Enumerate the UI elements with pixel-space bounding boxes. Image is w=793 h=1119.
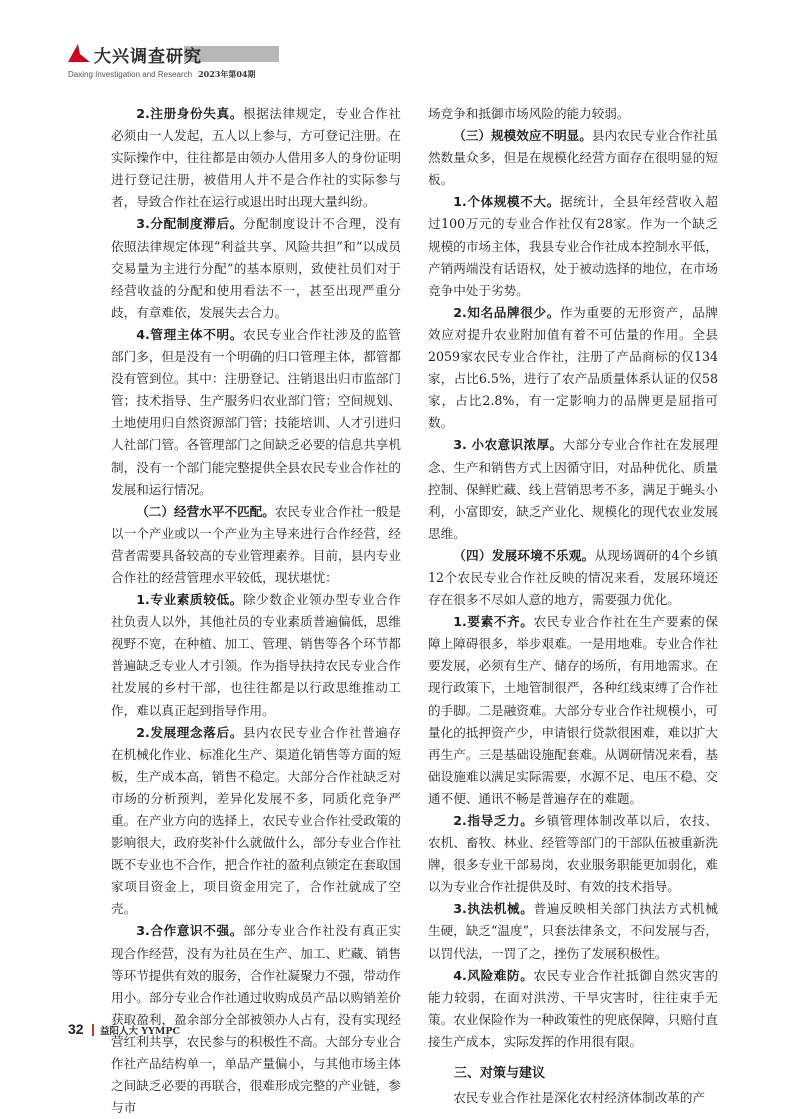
page-header: [68, 42, 368, 82]
paragraph-lead: （四）发展环境不乐观。: [453, 547, 595, 563]
paragraph: [428, 103, 718, 125]
section-intro-paragraph: 农民专业合作社是深化农村经济体制改革的产: [453, 1090, 706, 1106]
paragraph-body: 普遍反映相关部门执法方式机械生硬，缺乏“温度”，只套法律条文，不问发展与否，以罚代法，一罚了之，挫伤了发展积极性。: [428, 901, 718, 961]
right-column: [428, 103, 718, 1109]
journal-title: 大兴调查研究: [94, 47, 202, 67]
paragraph-body: 部分专业合作社没有真正实现合作经营，没有为社员在生产、加工、贮藏、销售等环节提供有效的服务，合作社凝聚力不强，带动作用小。部分专业合作社通过收购成员产品以购销差价获取盈利，盈余部分全部被领办人占有，没有实现经营红利共享，农民参与的积极性不高。大部分专业合作社产品结构单一，单品产量偏小，与其他市场主体之间缺乏必要的再联合，很难形成完整的产业链，参与市: [111, 923, 401, 1116]
footer-separator: [92, 1024, 94, 1036]
paragraph: [428, 810, 718, 898]
paragraph: [428, 191, 718, 301]
journal-subtitle: [68, 69, 255, 80]
journal-logo-icon: [68, 42, 90, 64]
paragraph: [428, 545, 718, 611]
paragraph-body: 作为重要的无形资产，品牌效应对提升农业附加值有着不可估量的作用。全县2059家农民专业合作社，注册了产品商标的仅134家，占比6.5%，进行了农产品质量体系认证的仅58家，占比2.8%，有一定影响力的品牌更是屈指可数。: [428, 304, 718, 431]
paragraph: [428, 125, 718, 191]
paragraph-lead: 3. 小农意识浓厚。: [453, 437, 563, 453]
paragraph-body: 分配制度设计不合理，没有依照法律规定体现“利益共享、风险共担”和“以成员交易量为主进行分配”的基本原则，致使社员们对于经营收益的分配和使用看法不一，甚至出现严重分歧，有章难依，发展失去合力。: [111, 216, 401, 320]
paragraph-body: 县内农民专业合作社普遍存在机械化作业、标准化生产、渠道化销售等方面的短板，生产成本高，销售不稳定。大部分合作社缺乏对市场的分析预判，差异化发展不多，同质化竞争严重。在产业方向的选择上，农民专业合作社受政策的影响很大，政府奖补什么就做什么，部分专业合作社既不专业也不合作，把合作社的盈利点锁定在套取国家项目资金上，项目资金用完了，合作社就成了空壳。: [111, 724, 401, 917]
paragraph-lead: 1.个体规模不大。: [453, 194, 560, 210]
paragraph-lead: 2.注册身份失真。: [136, 106, 243, 121]
paragraph: [111, 324, 401, 501]
paragraph-body: 县内农民专业合作社虽然数量众多，但是在规模化经营方面存在很明显的短板。: [428, 128, 719, 188]
paragraph-body: 乡镇管理体制改革以后，农技、农机、畜牧、林业、经管等部门的干部队伍被重新洗牌，很多专业干部易岗，农业服务职能更加弱化，难以为专业合作社提供及时、有效的技术指导。: [428, 813, 718, 895]
paragraph-lead: 1.要素不齐。: [453, 614, 534, 630]
paragraph-lead: （三）规模效应不明显。: [453, 128, 592, 144]
paragraph-lead: 1.专业素质较低。: [136, 592, 243, 608]
paragraph-body: 农民专业合作社抵御自然灾害的能力较弱，在面对洪涝、干旱灾害时，往往束手无策。农业保险作为一种政策性的兜底保障，只赔付直接生产成本，实际发挥的作用很有限。: [428, 967, 718, 1049]
paragraph: [428, 434, 718, 544]
paragraph: [111, 722, 401, 921]
paragraph: [111, 920, 401, 1119]
paragraph-lead: 3.分配制度滞后。: [136, 216, 243, 232]
paragraph-lead: （二）经营水平不匹配。: [136, 503, 275, 519]
paragraph-lead: 4.风险难防。: [453, 967, 534, 983]
paragraph-body: 据统计，全县年经营收入超过100万元的专业合作社仅有28家。作为一个缺乏规模的市场主体，我县专业合作社成本控制水平低，产销两端没有话语权，处于被动选择的地位，在市场竞争中处于劣势。: [428, 194, 718, 298]
paragraph: [428, 965, 718, 1053]
paragraph-body: 农民专业合作社一般是以一个产业或以一个产业为主导来进行合作经营，经营者需要具备较高的专业管理素养。目前，县内专业合作社的经营管理水平较低，现状堪忧：: [111, 503, 402, 585]
left-column: [111, 103, 401, 1119]
paragraph: [111, 103, 401, 213]
footer-publication-name: 益阳人大 YYMPC: [100, 1026, 181, 1037]
section-heading: 三、对策与建议: [454, 1066, 546, 1082]
issue-number: 2023年第04期: [198, 69, 256, 79]
paragraph: [428, 611, 718, 810]
paragraph-body: 场竞争和抵御市场风险的能力较弱。: [428, 106, 630, 121]
paragraph: [111, 501, 401, 589]
paragraph-lead: 2.知名品牌很少。: [453, 304, 560, 320]
paragraph-lead: 3.执法机械。: [453, 901, 534, 917]
paragraph-body: 大部分专业合作社在发展理念、生产和销售方式上因循守旧，对品种优化、质量控制、保鲜贮藏、线上营销思考不多，满足于蝇头小利，小富即安，缺乏产业化、规模化的现代农业发展思维。: [428, 437, 719, 541]
paragraph-body: 从现场调研的4个乡镇12个农民专业合作社反映的情况来看，发展环境还存在很多不尽如人意的地方，需要强力优化。: [428, 547, 719, 608]
paragraph: [428, 302, 718, 435]
paragraph-body: 农民专业合作社涉及的监管部门多，但是没有一个明确的归口管理主体，都管都没有管到位。其中：注册登记、注销退出归市监部门管；技术指导、生产服务归农业部门管；空间规划、土地使用归自然资源部门管；技能培训、人才引进归人社部门管。各管理部门之间缺乏必要的信息共享机制，没有一个部门能完整提供全县农民专业合作社的发展和运行情况。: [111, 326, 401, 497]
paragraph-body: 根据法律规定，专业合作社必须由一人发起，五人以上参与，方可登记注册。在实际操作中，往往都是由领办人借用多人的身份证明进行登记注册，被借用人并不是合作社的实际参与者，导致合作社在运行或退出时出现大量纠纷。: [111, 106, 401, 210]
paragraph-lead: 3.合作意识不强。: [136, 923, 243, 939]
journal-subtitle-text: Daxing Investigation and Research: [68, 70, 193, 79]
paragraph: [111, 213, 401, 323]
paragraph-body: 农民专业合作社在生产要素的保障上障碍很多，举步艰难。一是用地难。专业合作社要发展，必须有生产、储存的场所，有用地需求。在现行政策下，土地管制很严，各种红线束缚了合作社的手脚。二是融资难。大部分专业合作社规模小，可量化的抵押资产少，申请银行贷款很困难，难以扩大再生产。三是基础设施配套难。从调研情况来看，基础设施难以满足实际需要，水源不足、电压不稳、交通不便、通讯不畅是普遍存在的难题。: [428, 614, 718, 806]
paragraph-lead: 2.发展理念落后。: [136, 724, 243, 740]
page-number: 32: [68, 1021, 84, 1037]
paragraph-body: 除少数企业领办型专业合作社负责人以外，其他社员的专业素质普遍偏低，思维视野不宽，在种植、加工、管理、销售等各个环节都普遍缺乏专业人才引领。作为指导扶持农民专业合作社发展的乡村干部，也往往都是以行政思维推动工作，难以真正起到指导作用。: [111, 592, 401, 718]
paragraph: [428, 898, 718, 964]
paragraph-lead: 2.指导乏力。: [453, 813, 534, 828]
paragraph-lead: 4.管理主体不明。: [136, 326, 243, 342]
paragraph: [111, 589, 401, 722]
